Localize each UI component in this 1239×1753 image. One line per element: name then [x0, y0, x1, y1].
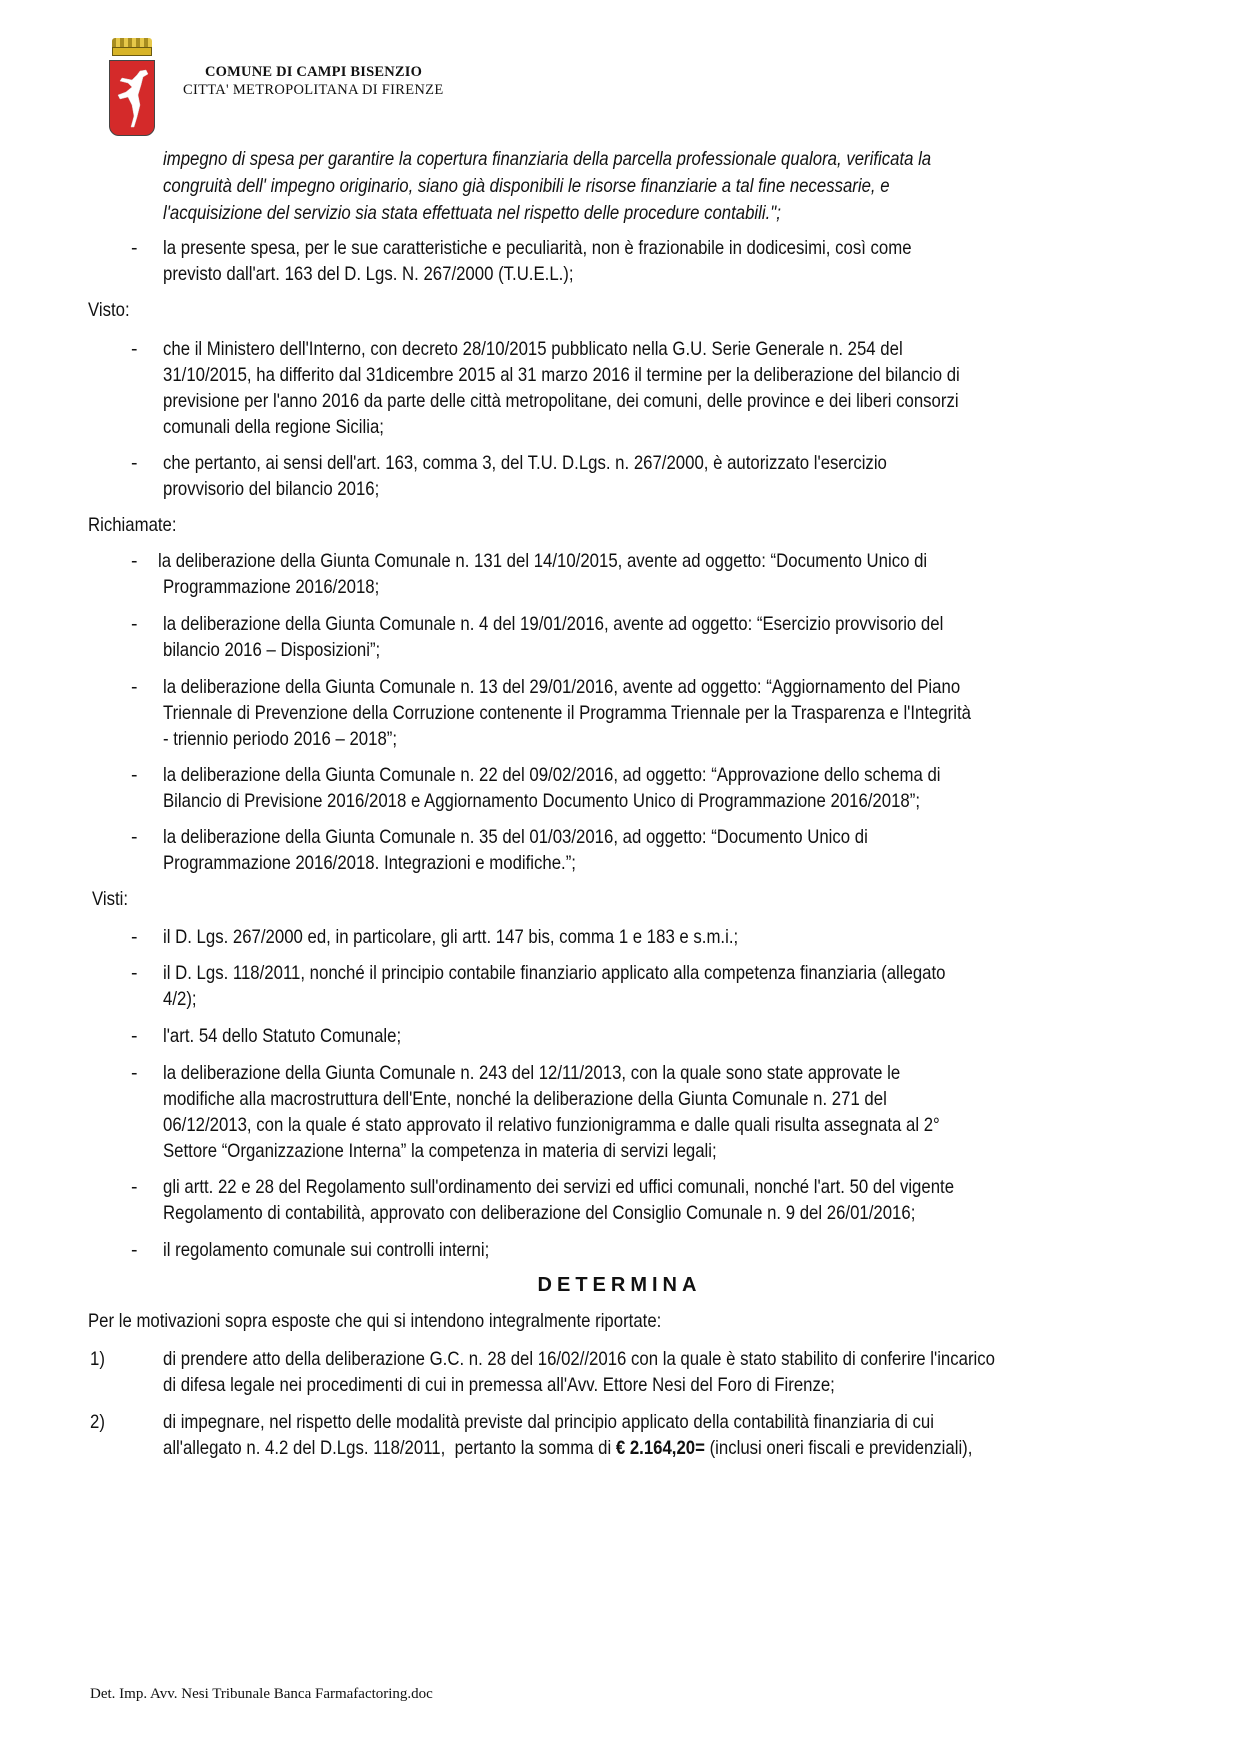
list-item-line: Bilancio di Previsione 2016/2018 e Aggiornamento Documento Unico di Programmazione 2016/2018”;	[163, 790, 920, 812]
footer-filename: Det. Imp. Avv. Nesi Tribunale Banca Farmafactoring.doc	[90, 1686, 433, 1702]
shield-icon	[109, 60, 155, 136]
list-item-line: che il Ministero dell'Interno, con decreto 28/10/2015 pubblicato nella G.U. Serie Generale n. 254 del	[163, 338, 903, 360]
bullet-marker: -	[131, 237, 138, 259]
amount-value: € 2.164,20=	[615, 1437, 705, 1459]
list-item-line: la presente spesa, per le sue caratteristiche e peculiarità, non è frazionabile in dodicesimi, così come	[163, 237, 912, 259]
list-item-line: Programmazione 2016/2018;	[163, 576, 380, 598]
amount-prefix-text: all'allegato n. 4.2 del D.Lgs. 118/2011, pertanto la somma di	[163, 1437, 616, 1459]
determina-intro: Per le motivazioni sopra esposte che qui si intendono integralmente riportate:	[88, 1310, 662, 1332]
list-item-line: Regolamento di contabilità, approvato con deliberazione del Consiglio Comunale n. 9 del 26/01/2016;	[163, 1202, 916, 1224]
list-item-line: 4/2);	[163, 988, 197, 1010]
list-item-line: comunali della regione Sicilia;	[163, 416, 384, 438]
numbered-marker: 2)	[90, 1411, 105, 1433]
section-label-visto: Visto:	[88, 299, 130, 321]
list-item-line: 06/12/2013, con la quale é stato approvato il relativo funzionigramma e dalle quali risulta assegnata al 2°	[163, 1114, 940, 1136]
numbered-item-line: di difesa legale nei procedimenti di cui in premessa all'Avv. Ettore Nesi del Foro di Firenze;	[163, 1374, 835, 1396]
bullet-marker: -	[131, 926, 138, 948]
bullet-marker: -	[131, 1176, 138, 1198]
numbered-item-line: di prendere atto della deliberazione G.C. n. 28 del 16/02//2016 con la quale è stato stabilito di conferire l'incarico	[163, 1348, 995, 1370]
determina-heading: DETERMINA	[537, 1274, 702, 1296]
bullet-marker: -	[131, 1239, 138, 1261]
quoted-text-line: impegno di spesa per garantire la copertura finanziaria della parcella professionale qualora, verificata la	[163, 148, 932, 170]
numbered-item-line: di impegnare, nel rispetto delle modalità previste dal principio applicato della contabilità finanziaria di cui	[163, 1411, 934, 1433]
list-item-line: l'art. 54 dello Statuto Comunale;	[163, 1025, 402, 1047]
section-label-visti: Visti:	[92, 888, 129, 910]
list-item-line: Triennale di Prevenzione della Corruzione contenente il Programma Triennale per la Trasparenza e l'Integrità	[163, 702, 971, 724]
list-item-line: la deliberazione della Giunta Comunale n. 131 del 14/10/2015, avente ad oggetto: “Documento Unico di	[158, 550, 928, 572]
bullet-marker: -	[131, 764, 138, 786]
list-item-line: il D. Lgs. 267/2000 ed, in particolare, gli artt. 147 bis, comma 1 e 183 e s.m.i.;	[163, 926, 739, 948]
crown-icon	[112, 38, 152, 56]
list-item-line: - triennio periodo 2016 – 2018”;	[163, 728, 398, 750]
list-item-line: che pertanto, ai sensi dell'art. 163, comma 3, del T.U. D.Lgs. n. 267/2000, è autorizzato l'esercizio	[163, 452, 887, 474]
bullet-marker: -	[131, 338, 138, 360]
section-label-richiamate: Richiamate:	[88, 514, 177, 536]
quoted-text-line: congruità dell' impegno originario, siano già disponibili le risorse finanziarie a tal fine necessarie, e	[163, 175, 890, 197]
list-item-line: Settore “Organizzazione Interna” la competenza in materia di servizi legali;	[163, 1140, 717, 1162]
list-item-line: la deliberazione della Giunta Comunale n. 22 del 09/02/2016, ad oggetto: “Approvazione dello schema di	[163, 764, 941, 786]
municipal-crest-icon	[109, 38, 155, 136]
numbered-item-line	[163, 1436, 1161, 1462]
numbered-marker: 1)	[90, 1348, 105, 1370]
quoted-text-line: l'acquisizione del servizio sia stata effettuata nel rispetto delle procedure contabili.";	[163, 202, 781, 224]
bullet-marker: -	[131, 826, 138, 848]
bullet-marker: -	[131, 1025, 138, 1047]
bullet-marker: -	[131, 676, 138, 698]
bullet-marker: -	[131, 1062, 138, 1084]
list-item-line: la deliberazione della Giunta Comunale n. 13 del 29/01/2016, avente ad oggetto: “Aggiornamento del Piano	[163, 676, 961, 698]
list-item-line: previsto dall'art. 163 del D. Lgs. N. 267/2000 (T.U.E.L.);	[163, 263, 574, 285]
organization-subtitle: CITTA' METROPOLITANA DI FIRENZE	[183, 82, 444, 98]
bullet-marker: -	[131, 550, 138, 572]
list-item-line: provvisorio del bilancio 2016;	[163, 478, 380, 500]
list-item-line: modifiche alla macrostruttura dell'Ente, nonché la deliberazione della Giunta Comunale n. 271 del	[163, 1088, 887, 1110]
list-item-line: 31/10/2015, ha differito dal 31dicembre 2015 al 31 marzo 2016 il termine per la deliberazione del bilancio di	[163, 364, 960, 386]
bullet-marker: -	[131, 452, 138, 474]
list-item-line: gli artt. 22 e 28 del Regolamento sull'ordinamento dei servizi ed uffici comunali, nonché l'art. 50 del vigente	[163, 1176, 955, 1198]
list-item-line: previsione per l'anno 2016 da parte delle città metropolitane, dei comuni, delle province e dei liberi consorzi	[163, 390, 959, 412]
list-item-line: la deliberazione della Giunta Comunale n. 35 del 01/03/2016, ad oggetto: “Documento Unico di	[163, 826, 868, 848]
organization-name: COMUNE DI CAMPI BISENZIO	[205, 64, 423, 80]
list-item-line: il regolamento comunale sui controlli interni;	[163, 1239, 490, 1261]
bullet-marker: -	[131, 613, 138, 635]
list-item-line: Programmazione 2016/2018. Integrazioni e modifiche.”;	[163, 852, 576, 874]
list-item-line: il D. Lgs. 118/2011, nonché il principio contabile finanziario applicato alla competenza finanziaria (allegato	[163, 962, 946, 984]
amount-suffix-text: (inclusi oneri fiscali e previdenziali),	[704, 1437, 973, 1459]
bullet-marker: -	[131, 962, 138, 984]
list-item-line: la deliberazione della Giunta Comunale n. 4 del 19/01/2016, avente ad oggetto: “Esercizio provvisorio del	[163, 613, 944, 635]
list-item-line: la deliberazione della Giunta Comunale n. 243 del 12/11/2013, con la quale sono state approvate le	[163, 1062, 901, 1084]
list-item-line: bilancio 2016 – Disposizioni”;	[163, 639, 381, 661]
